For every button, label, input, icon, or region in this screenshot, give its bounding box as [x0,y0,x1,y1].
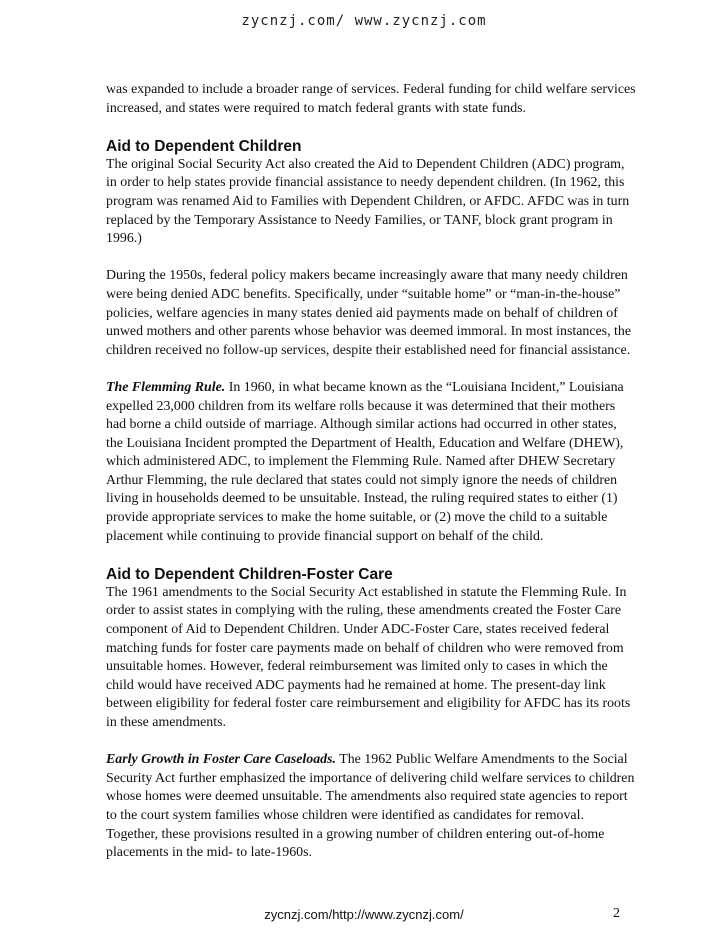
paragraph-flemming-rule [106,379,636,546]
paragraph-early-growth [106,751,636,863]
paragraph-text: In 1960, in what became known as the “Louisiana Incident,” Louisiana expelled 23,000 children from its welfare rolls because it was determined that their mothers had borne a child outside of marriage. Although similar actions had occurred in other states, the Louisiana Incident prompted the Department of Health, Education and Welfare (DHEW), which administered ADC, to implement the Flemming Rule. Named after DHEW Secretary Arthur Flemming, the rule declared that states could not simply ignore the needs of children living in households deemed to be unsuitable. Instead, the ruling required states to either (1) provide appropriate services to make the home suitable, or (2) move the child to a suitable placement while continuing to provide financial support on behalf of the child. [106,379,624,544]
page-footer: zycnzj.com/http://www.zycnzj.com/ [264,907,464,922]
section-heading-adc-foster-care: Aid to Dependent Children-Foster Care [106,565,393,583]
section-heading-adc: Aid to Dependent Children [106,137,302,155]
run-in-heading: The Flemming Rule. [106,379,226,395]
paragraph-text: The 1962 Public Welfare Amendments to the Social Security Act further emphasized the importance of delivering child welfare services to children whose homes were deemed unsuitable. The amendments also required state agencies to report to the court system families whose children were identified as candidates for removal. Together, these provisions resulted in a growing number of children entering out-of-home placements in the mid- to late-1960s. [106,752,635,861]
intro-paragraph: was expanded to include a broader range of services. Federal funding for child welfare services increased, and states were required to match federal grants with state funds. [106,82,636,116]
page-header: zycnzj.com/ www.zycnzj.com [241,13,487,29]
run-in-heading: Early Growth in Foster Care Caseloads. [106,752,337,768]
paragraph: The 1961 amendments to the Social Security Act established in statute the Flemming Rule. In order to assist states in complying with the ruling, these amendments created the Foster Care component of Aid to Dependent Children. Under ADC-Foster Care, states received federal matching funds for foster care payments made on behalf of children who were removed from unsuitable homes. However, federal reimbursement was limited only to cases in which the child would have received ADC payments had he remained at home. The present-day link between eligibility for federal foster care reimbursement and eligibility for AFDC has its roots in these amendments. [106,584,631,730]
paragraph: The original Social Security Act also created the Aid to Dependent Children (ADC) program, in order to help states provide financial assistance to needy dependent children. (In 1962, this program was renamed Aid to Families with Dependent Children, or AFDC. AFDC was in turn replaced by the Temporary Assistance to Needy Families, or TANF, block grant program in 1996.) [106,156,630,247]
page-number: 2 [613,906,620,921]
document-body [106,81,636,881]
paragraph: During the 1950s, federal policy makers became increasingly aware that many needy children were being denied ADC benefits. Specifically, under “suitable home” or “man-in-the-house” policies, welfare agencies in many states denied aid payments made on behalf of children of unwed mothers and other parents whose behavior was deemed immoral. In most instances, the children received no follow-up services, despite their established need for financial assistance. [106,268,632,358]
